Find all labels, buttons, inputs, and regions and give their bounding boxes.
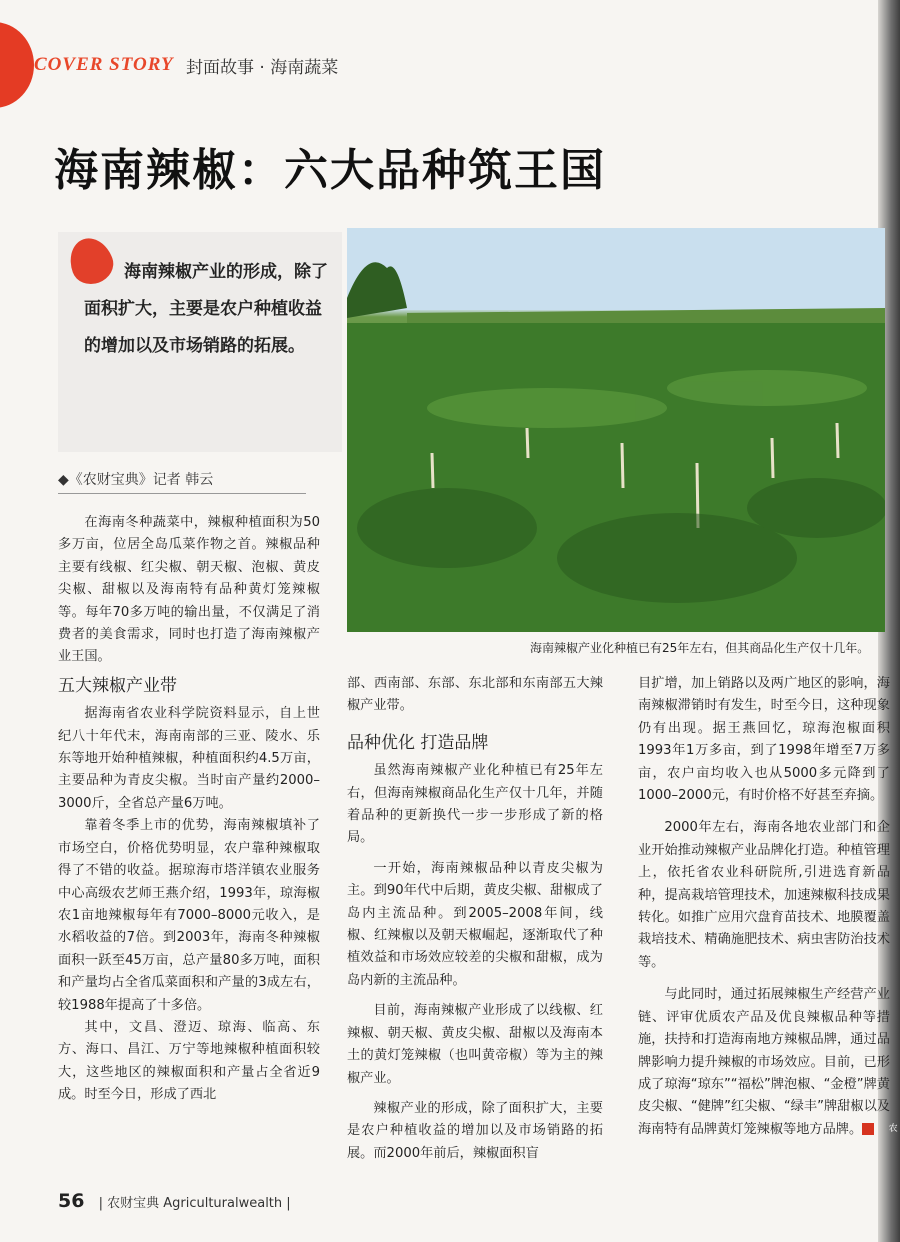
page-number: 56 (58, 1190, 85, 1212)
magazine-name: | 农财宝典 Agriculturalwealth | (98, 1196, 291, 1211)
body-paragraph: 其中，文昌、澄迈、琼海、临高、东方、海口、昌江、万宁等地辣椒种植面积较大，这些地区的辣椒面积和产量占全省近9成。时至今日，形成了西北 (58, 1019, 320, 1103)
body-paragraph (638, 984, 898, 1141)
end-mark-icon: 农 (862, 1123, 874, 1135)
intro-paragraph: 在海南冬种蔬菜中，辣椒种植面积为50多万亩，位居全岛瓜菜作物之首。辣椒品种主要有线椒、红尖椒、朝天椒、泡椒、黄皮尖椒、甜椒以及海南特有品种黄灯笼辣椒等。每年70多万吨的输出量，不仅满足了消费者的美食需求，同时也打造了海南辣椒产业王国。 (58, 515, 320, 665)
article-column-3 (638, 673, 898, 1141)
byline: ◆《农财宝典》记者 韩云 (58, 469, 306, 494)
body-paragraph: 目前，海南辣椒产业形成了以线椒、红辣椒、朝天椒、黄皮尖椒、甜椒以及海南本土的黄灯笼辣椒（也叫黄帝椒）等为主的辣椒产业。 (347, 1003, 603, 1086)
body-paragraph: 辣椒产业的形成，除了面积扩大，主要是农户种植收益的增加以及市场销路的拓展。而2000年前后，辣椒面积盲 (347, 1100, 603, 1161)
pepper-field-photo (347, 228, 885, 632)
photo-caption: 海南辣椒产业化种植已有25年左右，但其商品化生产仅十几年。 (530, 641, 870, 655)
page-footer (58, 1190, 291, 1212)
body-paragraph: 据海南省农业科学院资料显示，自上世纪八十年代末，海南南部的三亚、陵水、乐东等地开始种植辣椒，种植面积约4.5万亩，主要品种为青皮尖椒。当时亩产量约2000–3000斤，全省总产量6万吨。 (58, 706, 320, 811)
body-paragraph: 2000年左右，海南各地农业部门和企业开始推动辣椒产业品牌化打造。种植管理上，依托省农业科研院所,引进选育新品种，提高栽培管理技术，加速辣椒科技成果转化。如推广应用穴盘育苗技术、地膜覆盖栽培技术、精确施肥技术、病虫害防治技术等。 (638, 820, 890, 970)
body-paragraph-continued: 目扩增，加上销路以及两广地区的影响，海南辣椒滞销时有发生，时至今日，这种现象仍有出现。据王燕回忆，琼海泡椒面积1993年1万多亩，到了1998年增至7万多亩，农户亩均收入也从5000多元降到了1000–2000元，有时价格不好甚至弃摘。 (638, 676, 890, 804)
field-illustration (347, 228, 885, 632)
cover-story-label: COVER STORY (34, 54, 174, 75)
pull-quote (84, 254, 329, 365)
section-label: 封面故事 · 海南蔬菜 (186, 58, 339, 78)
body-paragraph-continued: 部、西南部、东部、东北部和东南部五大辣椒产业带。 (347, 676, 603, 714)
pull-quote-text: 海南辣椒产业的形成，除了面积扩大，主要是农户种植收益的增加以及市场销路的拓展。 (84, 262, 328, 356)
article-title: 海南辣椒：六大品种筑王国 (54, 145, 606, 196)
article-column-2 (347, 673, 603, 1165)
article-column-1 (58, 512, 320, 1107)
body-paragraph: 靠着冬季上市的优势，海南辣椒填补了市场空白，价格优势明显，农户靠种辣椒取得了不错的收益。据琼海市塔洋镇农业服务中心高级农艺师王燕介绍，1993年，琼海椒农1亩地辣椒每年有7000–8000元收入，是水稻收益的7倍。到2003年，海南冬种辣椒面积一跃至45万亩，总产量80多万吨，面积和产量均占全省瓜菜面积和产量的3成左右，较1988年提高了十多倍。 (58, 818, 320, 1013)
body-paragraph: 虽然海南辣椒产业化种植已有25年左右，但海南辣椒商品化生产仅十几年，并随着品种的更新换代一步一步形成了新的格局。 (347, 763, 603, 846)
section-heading: 品种优化 打造品牌 (347, 732, 489, 753)
section-marker-circle (0, 22, 34, 108)
body-paragraph: 一开始，海南辣椒品种以青皮尖椒为主。到90年代中后期，黄皮尖椒、甜椒成了岛内主流品种。到2005–2008年间，线椒、红辣椒以及朝天椒崛起，逐渐取代了种植效益和市场效应较差的尖椒和甜椒，成为岛内新的主流品种。 (347, 860, 603, 988)
final-paragraph-text: 与此同时，通过拓展辣椒生产经营产业链、评审优质农产品及优良辣椒品种等措施，扶持和打造海南地方辣椒品牌，通过品牌影响力提升辣椒的市场效应。目前，已形成了琼海“琼东”“福松”牌泡椒、“金橙”牌黄皮尖椒、“健牌”红尖椒、“绿丰”牌甜椒以及海南特有品牌黄灯笼辣椒等地方品牌。 (638, 987, 890, 1137)
section-heading: 五大辣椒产业带 (58, 675, 177, 696)
